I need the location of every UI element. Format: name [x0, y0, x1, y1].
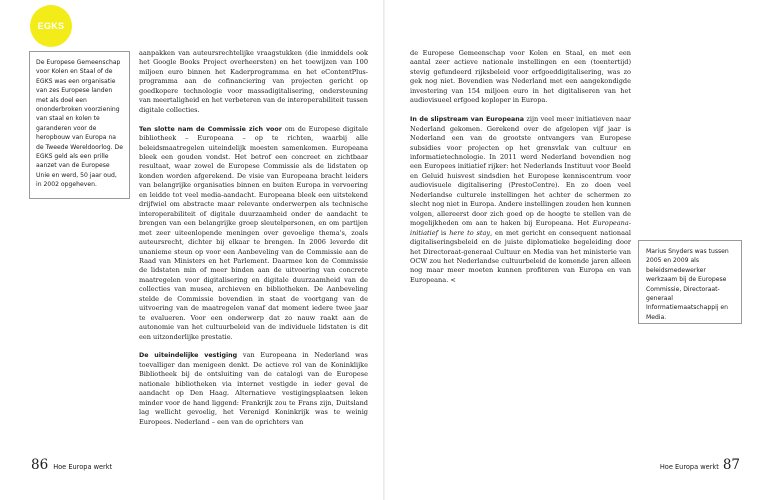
paragraph-lead: Ten slotte nam de Commissie zich voor [139, 125, 282, 133]
paragraph-text: om de Europese digitale bibliotheek – Europeana – op te richten, waarbij alle beleidsmaatregelen uiteindelijk moesten samenkomen. Europeana bleek een gouden vondst. Het betrof een concreet en zichtbaar resultaat, waar zowel de Europese Commissie als de lidstaten op konden worden afgerekend. De visie van Europeana bracht leiders van belangrijke organisaties binnen en buiten Europa in vervoering en leidde tot veel media-aandacht. Europeana bleek een uitstekend drijfwiel om abstracte maar relevante onderwerpen als technische interoperabiliteit of digitale duurzaamheid onder de aandacht te brengen van een belangrijke groep sleutelpersonen, en om partijen met zeer uiteenlopende meningen over gevoelige thema's, zoals auteursrecht, dichter bij elkaar te brengen. In 2006 leverde dit unanieme steun op voor een Aanbeveling van de Commissie aan de Raad van Ministers en het Parlement. Daarmee kon de Commissie de lidstaten min of meer binden aan de uitvoering van concrete maatregelen voor digitalisering en digitale duurzaamheid van de collecties van musea, archieven en bibliotheken. De Aanbeveling stelde de Commissie bovendien in staat de voortgang van de uitvoering van de maatregelen vanaf dat moment iedere twee jaar te evalueren. Voor een onderwerp dat zo nauw raakt aan de autonomie van het cultuurbeleid van de individuele lidstaten is dit een uitzonderlijke prestatie. [139, 124, 369, 341]
paragraph-text: van Europeana in Nederland was toevalliger dan menigeen denkt. De actieve rol van de Koninklijke Bibliotheek bij de ontsluiting van de catalogi van de Europese nationale bibliotheken via internet vestigde in ieder geval de aandacht op Den Haag. Alternatieve vestigingsplaatsen leken minder voor de hand liggend: Frankrijk zou te Frans zijn, Duitsland lag wellicht gevoelig, het Verenigd Koninkrijk was te weinig Europees. Nederland – een van de oprichters van [139, 351, 368, 426]
paragraph-emphasis: Europeana-initiatief [410, 219, 631, 237]
page-gutter [383, 0, 385, 500]
paragraph-text: aanpakken van auteursrechtelijke vraagstukken (die inmiddels ook het Google Books Project overheersten) en het toewijzen van 100 miljoen euro binnen het Kaderprogramma en het eContentPlus-programma aan de cofinanciering van projecten gericht op goedkopere technologie voor massadigitalisering, ondersteuning van meertaligheid en het verbeteren van de interoperabiliteit tussen digitale collecties. [139, 49, 368, 114]
page-number: 87 [722, 457, 740, 473]
paragraph-lead: In de slipstream van Europeana [410, 116, 524, 124]
paragraph-text: de Europese Gemeenschap voor Kolen en Staal, en met een aantal zeer actieve nationale instellingen en een (toentertijd) stevig gefundeerd rijksbeleid voor erfgoeddigitalisering, was zo gek nog niet. Bovendien was Nederland met een aangekondigde investering van 154 miljoen euro in het digitaliseren van het audiovisueel erfgoed koploper in Europa. [410, 49, 631, 105]
paragraph [139, 351, 368, 427]
sidebar-author-note [638, 240, 742, 324]
running-title: Hoe Europa werkt [659, 463, 719, 471]
paragraph-emphasis: here to stay [449, 228, 491, 237]
column-left [139, 49, 368, 427]
sidebar-egks-text: De Europese Gemeenschap voor Kolen en Staal of de EGKS was een organisatie van zes Europese landen met als doel een ononderbroken voorziening van staal en kolen te garanderen voor de heropbouw van Europa na de Tweede Wereldoorlog. De EGKS geld als een prille aanzet van de Europese Unie en werd, 50 jaar oud, in 2002 opgeheven. [36, 59, 123, 189]
paragraph [410, 115, 631, 285]
paragraph-lead: De uiteindelijke vestiging [139, 352, 238, 360]
paragraph [139, 49, 368, 115]
paragraph-text: , en met gericht en consequent nationaal digitaliseringsbeleid en de juiste diplomatieke begeleiding door het Directoraat-generaal Cultuur en Media van het ministerie van OCW zou het Nederlandse cultuurbeleid de komende jaren alleen nog maar meer moeten kunnen profiteren van Europa en van Europeana. < [410, 228, 631, 284]
paragraph [139, 125, 368, 342]
sidebar-author-text: Marius Snyders was tussen 2005 en 2009 als beleidsmedewerker werkzaam bij de Europese Commissie, Directoraat-generaal Informatiemaatschappij en Media. [646, 248, 729, 321]
page-number: 86 [31, 457, 49, 473]
running-title: Hoe Europa werkt [53, 463, 113, 471]
folio-left [31, 457, 112, 473]
paragraph-text: zijn veel meer initiatieven naar Nederland gekomen. Gerekend over de afgelopen vijf jaar is Nederland een van de grootste ontvangers van Europese subsidies voor projecten op het grensvlak van cultuur en informatietechnologie. In 2011 werd Nederland bovendien nog een Europees initiatief rijker: het Nederlands Instituut voor Beeld en Geluid huisvest sindsdien het Europese kenniscentrum voor audiovisuele digitalisering (PrestoCentre). En zo doen veel Nederlandse culturele instellingen het achter de schermen zo slecht nog niet in Europa. Andere instellingen zouden hen kunnen volgen, allereerst door zich goed op de hoogte te stellen van de mogelijkheden om aan te haken bij Europeana. Het [410, 115, 632, 228]
column-right [410, 49, 631, 285]
egks-badge-label: EGKS [37, 21, 65, 31]
sidebar-egks-definition [29, 51, 130, 199]
paragraph [410, 49, 631, 106]
egks-badge [30, 5, 72, 47]
folio-right [660, 457, 740, 473]
paragraph-text: is [438, 228, 450, 237]
